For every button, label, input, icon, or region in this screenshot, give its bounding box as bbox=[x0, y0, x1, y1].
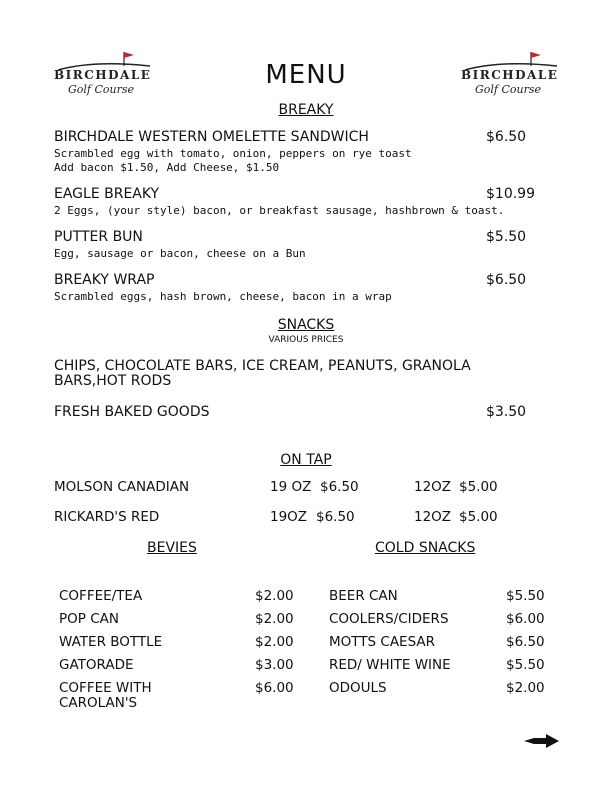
tap-size: 19OZ bbox=[270, 509, 308, 525]
menu-item-desc: Egg, sausage or bacon, cheese on a Bun bbox=[54, 247, 306, 260]
section-heading-on-tap: ON TAP bbox=[280, 452, 332, 468]
cold-snack-name: MOTTS CAESAR bbox=[329, 634, 436, 650]
page-title: MENU bbox=[265, 60, 347, 90]
tap-price: $5.00 bbox=[459, 479, 498, 495]
section-heading-cold-snacks: COLD SNACKS bbox=[375, 540, 476, 556]
menu-item-price: $6.50 bbox=[486, 272, 527, 288]
snacks-line: CHIPS, CHOCOLATE BARS, ICE CREAM, PEANUTS, GRANOLA bbox=[54, 358, 471, 374]
cold-snack-price: $6.00 bbox=[506, 611, 545, 627]
menu-item-name: EAGLE BREAKY bbox=[54, 186, 160, 202]
tap-size: 12OZ bbox=[414, 479, 452, 495]
cold-snack-name: RED/ WHITE WINE bbox=[329, 657, 451, 673]
tap-name: RICKARD'S RED bbox=[54, 509, 160, 525]
bevie-price: $2.00 bbox=[255, 634, 294, 650]
bevie-price: $2.00 bbox=[255, 588, 294, 604]
cold-snack-price: $5.50 bbox=[506, 657, 545, 673]
cold-snack-name: ODOULS bbox=[329, 680, 387, 696]
bevie-name: COFFEE WITH bbox=[59, 680, 152, 696]
bevie-name: POP CAN bbox=[59, 611, 119, 627]
tap-size: 12OZ bbox=[414, 509, 452, 525]
menu-item-desc: Scrambled eggs, hash brown, cheese, bacon in a wrap bbox=[54, 290, 392, 303]
tap-name: MOLSON CANADIAN bbox=[54, 479, 190, 495]
menu-item-name: FRESH BAKED GOODS bbox=[54, 404, 210, 420]
menu-item-price: $3.50 bbox=[486, 404, 527, 420]
bevie-price: $3.00 bbox=[255, 657, 294, 673]
section-heading-breaky: BREAKY bbox=[278, 102, 334, 118]
cold-snack-name: COOLERS/CIDERS bbox=[329, 611, 449, 627]
bevie-name: COFFEE/TEA bbox=[59, 588, 143, 604]
bevie-name: WATER BOTTLE bbox=[59, 634, 163, 650]
arrow-right-icon[interactable] bbox=[524, 733, 560, 749]
menu-item-price: $6.50 bbox=[486, 129, 527, 145]
tap-price: $6.50 bbox=[320, 479, 359, 495]
logo-sub: Golf Course bbox=[475, 83, 542, 96]
logo-brand: BIRCHDALE bbox=[461, 68, 559, 82]
bevie-price: $6.00 bbox=[255, 680, 294, 696]
cold-snack-name: BEER CAN bbox=[329, 588, 398, 604]
bevie-name-line2: CAROLAN'S bbox=[59, 695, 138, 711]
menu-item-name: BIRCHDALE WESTERN OMELETTE SANDWICH bbox=[54, 129, 369, 145]
logo-sub: Golf Course bbox=[68, 83, 135, 96]
cold-snack-price: $2.00 bbox=[506, 680, 545, 696]
menu-item-name: PUTTER BUN bbox=[54, 229, 143, 245]
bevie-price: $2.00 bbox=[255, 611, 294, 627]
snacks-line: BARS,HOT RODS bbox=[54, 373, 172, 389]
logo-brand: BIRCHDALE bbox=[54, 68, 152, 82]
snacks-note: VARIOUS PRICES bbox=[268, 335, 344, 345]
menu-item-desc: Scrambled egg with tomato, onion, peppers on rye toast bbox=[54, 147, 412, 160]
menu-item-price: $10.99 bbox=[486, 186, 535, 202]
menu-item-name: BREAKY WRAP bbox=[54, 272, 155, 288]
menu-item-price: $5.50 bbox=[486, 229, 527, 245]
tap-price: $5.00 bbox=[459, 509, 498, 525]
section-heading-bevies: BEVIES bbox=[147, 540, 197, 556]
menu-item-desc: 2 Eggs, (your style) bacon, or breakfast sausage, hashbrown & toast. bbox=[54, 204, 505, 217]
section-heading-snacks: SNACKS bbox=[277, 317, 335, 333]
cold-snack-price: $5.50 bbox=[506, 588, 545, 604]
tap-size: 19 OZ bbox=[270, 479, 312, 495]
bevie-name: GATORADE bbox=[59, 657, 134, 673]
cold-snack-price: $6.50 bbox=[506, 634, 545, 650]
tap-price: $6.50 bbox=[316, 509, 355, 525]
menu-item-desc: Add bacon $1.50, Add Cheese, $1.50 bbox=[54, 161, 280, 174]
